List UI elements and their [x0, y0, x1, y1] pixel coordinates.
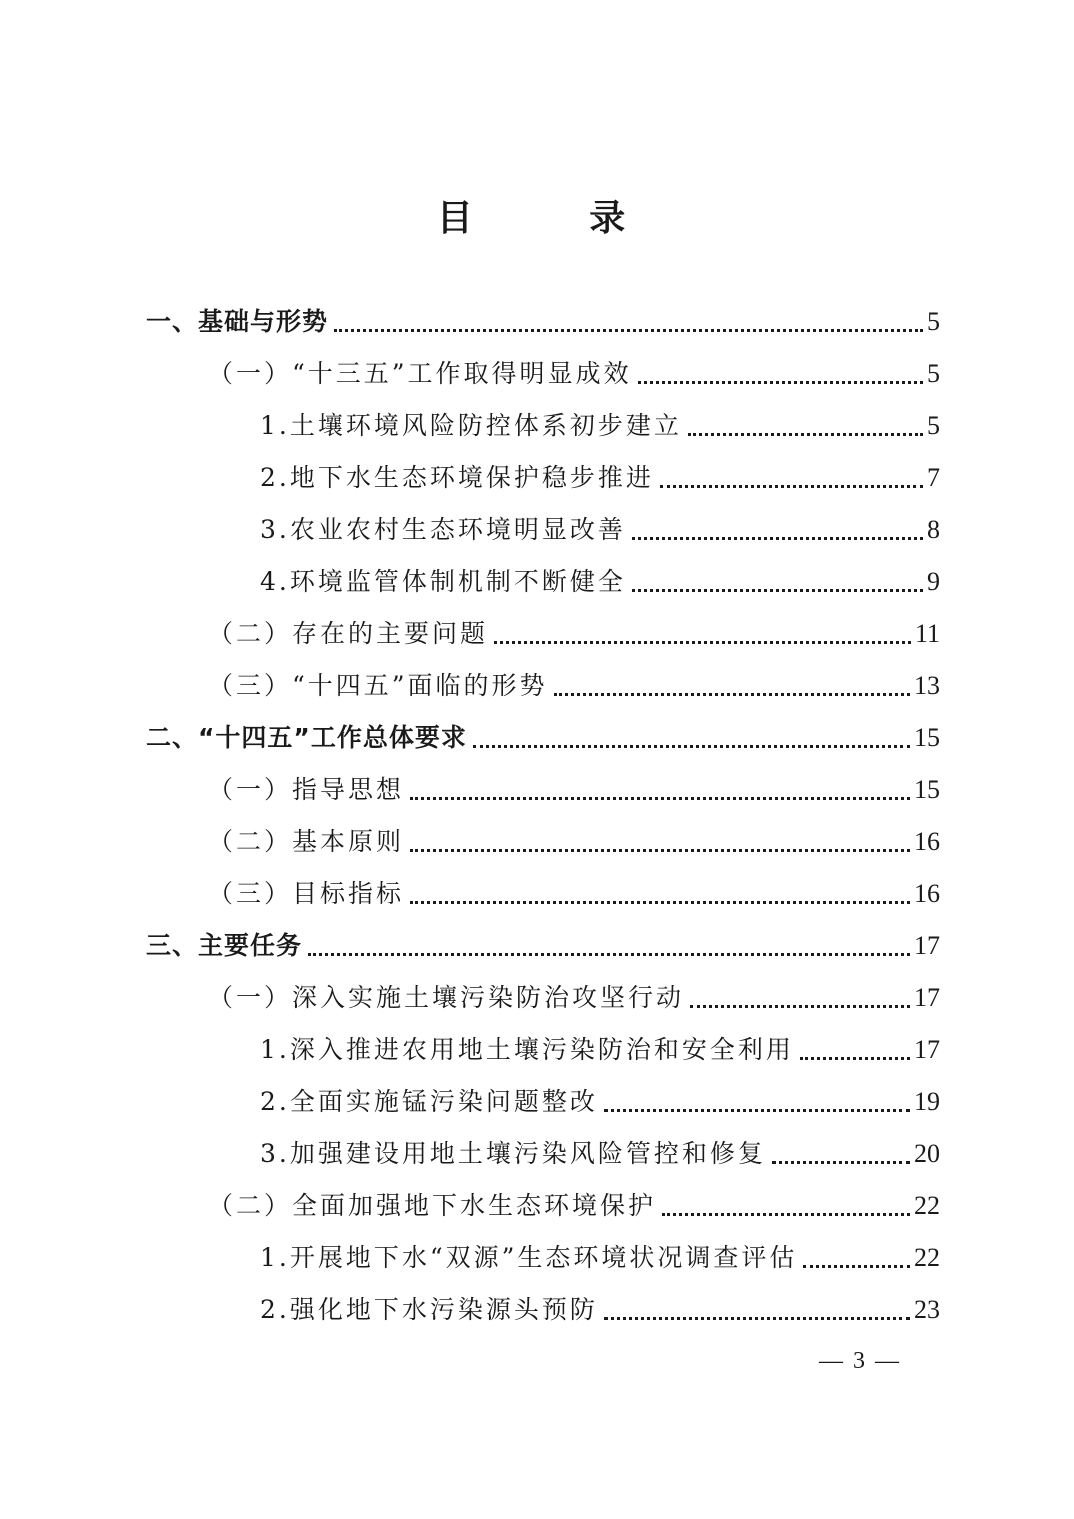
toc-entry[interactable]	[208, 978, 940, 1018]
dot-leader	[662, 1213, 910, 1216]
toc-entry[interactable]	[260, 406, 940, 446]
toc-entry[interactable]	[260, 1290, 940, 1330]
toc-entry[interactable]	[208, 874, 940, 914]
toc-entry-label: 2.地下水生态环境保护稳步推进	[260, 463, 654, 492]
toc-entry-label: 3.加强建设用地土壤污染风险管控和修复	[260, 1139, 766, 1168]
toc-entry-page: 23	[914, 1295, 940, 1324]
toc-entry-page: 5	[927, 411, 940, 440]
dot-leader	[473, 745, 910, 748]
toc-entry-label: 1.土壤环境风险防控体系初步建立	[260, 411, 682, 440]
dot-leader	[803, 1265, 910, 1268]
toc-entry-page: 17	[914, 983, 940, 1012]
toc-entry-label: （三）“十四五”面临的形势	[208, 671, 548, 700]
dot-leader	[800, 1057, 910, 1060]
toc-entry-page: 22	[914, 1243, 940, 1272]
toc-entry-label: （二）全面加强地下水生态环境保护	[208, 1191, 657, 1220]
toc-entry-page: 17	[914, 1035, 940, 1064]
toc-entry-page: 20	[914, 1139, 940, 1168]
toc-entry-page: 16	[914, 827, 940, 856]
toc-entry[interactable]	[146, 302, 940, 342]
toc-entry-page: 15	[914, 723, 940, 752]
dot-leader	[638, 381, 923, 384]
toc-entry[interactable]	[208, 354, 940, 394]
toc-entry-label: 3.农业农村生态环境明显改善	[260, 515, 626, 544]
page-title: 目 录	[436, 198, 678, 239]
toc-entry[interactable]	[208, 614, 940, 654]
page-number: — 3 —	[819, 1348, 901, 1374]
dot-leader	[494, 641, 911, 644]
toc-entry-page: 13	[914, 671, 940, 700]
dot-leader	[334, 329, 923, 332]
toc-entry-label: 2.全面实施锰污染问题整改	[260, 1087, 598, 1116]
toc-entry-page: 17	[914, 931, 940, 960]
toc-entry-page: 5	[927, 359, 940, 388]
toc-entry-label: （一）“十三五”工作取得明显成效	[208, 359, 632, 388]
toc-entry[interactable]	[260, 1030, 940, 1070]
toc-entry-label: （一）指导思想	[208, 775, 405, 804]
dot-leader	[690, 1005, 910, 1008]
toc-entry[interactable]	[208, 822, 940, 862]
toc-entry[interactable]	[208, 666, 940, 706]
dot-leader	[632, 537, 923, 540]
toc-entry-label: （一）深入实施土壤污染防治攻坚行动	[208, 983, 685, 1012]
toc-entry-label: 二、“十四五”工作总体要求	[146, 723, 467, 752]
toc-entry[interactable]	[260, 1134, 940, 1174]
toc-entry[interactable]	[260, 1238, 940, 1278]
toc-entry-page: 8	[927, 515, 940, 544]
toc-entry-page: 19	[914, 1087, 940, 1116]
toc-entry[interactable]	[146, 718, 940, 758]
dot-leader	[308, 953, 910, 956]
toc-entry[interactable]	[260, 510, 940, 550]
dot-leader	[660, 485, 923, 488]
toc-entry-page: 15	[914, 775, 940, 804]
toc-entry[interactable]	[260, 1082, 940, 1122]
toc-entry-label: 4.环境监管体制机制不断健全	[260, 567, 626, 596]
toc-entry-page: 22	[914, 1191, 940, 1220]
toc-entry[interactable]	[260, 458, 940, 498]
toc-entry[interactable]	[208, 1186, 940, 1226]
dot-leader	[410, 797, 910, 800]
toc-entry-label: 一、基础与形势	[146, 307, 329, 336]
dot-leader	[604, 1109, 910, 1112]
dot-leader	[410, 849, 910, 852]
dot-leader	[604, 1317, 910, 1320]
toc-entry-label: （二）基本原则	[208, 827, 405, 856]
toc-entry-page: 7	[927, 463, 940, 492]
toc-entry-label: 1.开展地下水“双源”生态环境状况调查评估	[260, 1243, 798, 1272]
toc-entry[interactable]	[260, 562, 940, 602]
toc-entry[interactable]	[208, 770, 940, 810]
dot-leader	[410, 901, 910, 904]
toc-entry-page: 5	[927, 307, 940, 336]
toc-entry-page: 16	[914, 879, 940, 908]
dot-leader	[554, 693, 910, 696]
toc-entry-label: 三、主要任务	[146, 931, 303, 960]
toc-entry-label: 2.强化地下水污染源头预防	[260, 1295, 598, 1324]
dot-leader	[688, 433, 923, 436]
toc-entry[interactable]	[146, 926, 940, 966]
dot-leader	[772, 1161, 910, 1164]
toc-entry-label: 1.深入推进农用地土壤污染防治和安全利用	[260, 1035, 794, 1064]
toc-entry-page: 11	[914, 619, 940, 648]
toc-entry-page: 9	[927, 567, 940, 596]
toc-entry-label: （三）目标指标	[208, 879, 405, 908]
dot-leader	[632, 589, 923, 592]
toc-entry-label: （二）存在的主要问题	[208, 619, 489, 648]
